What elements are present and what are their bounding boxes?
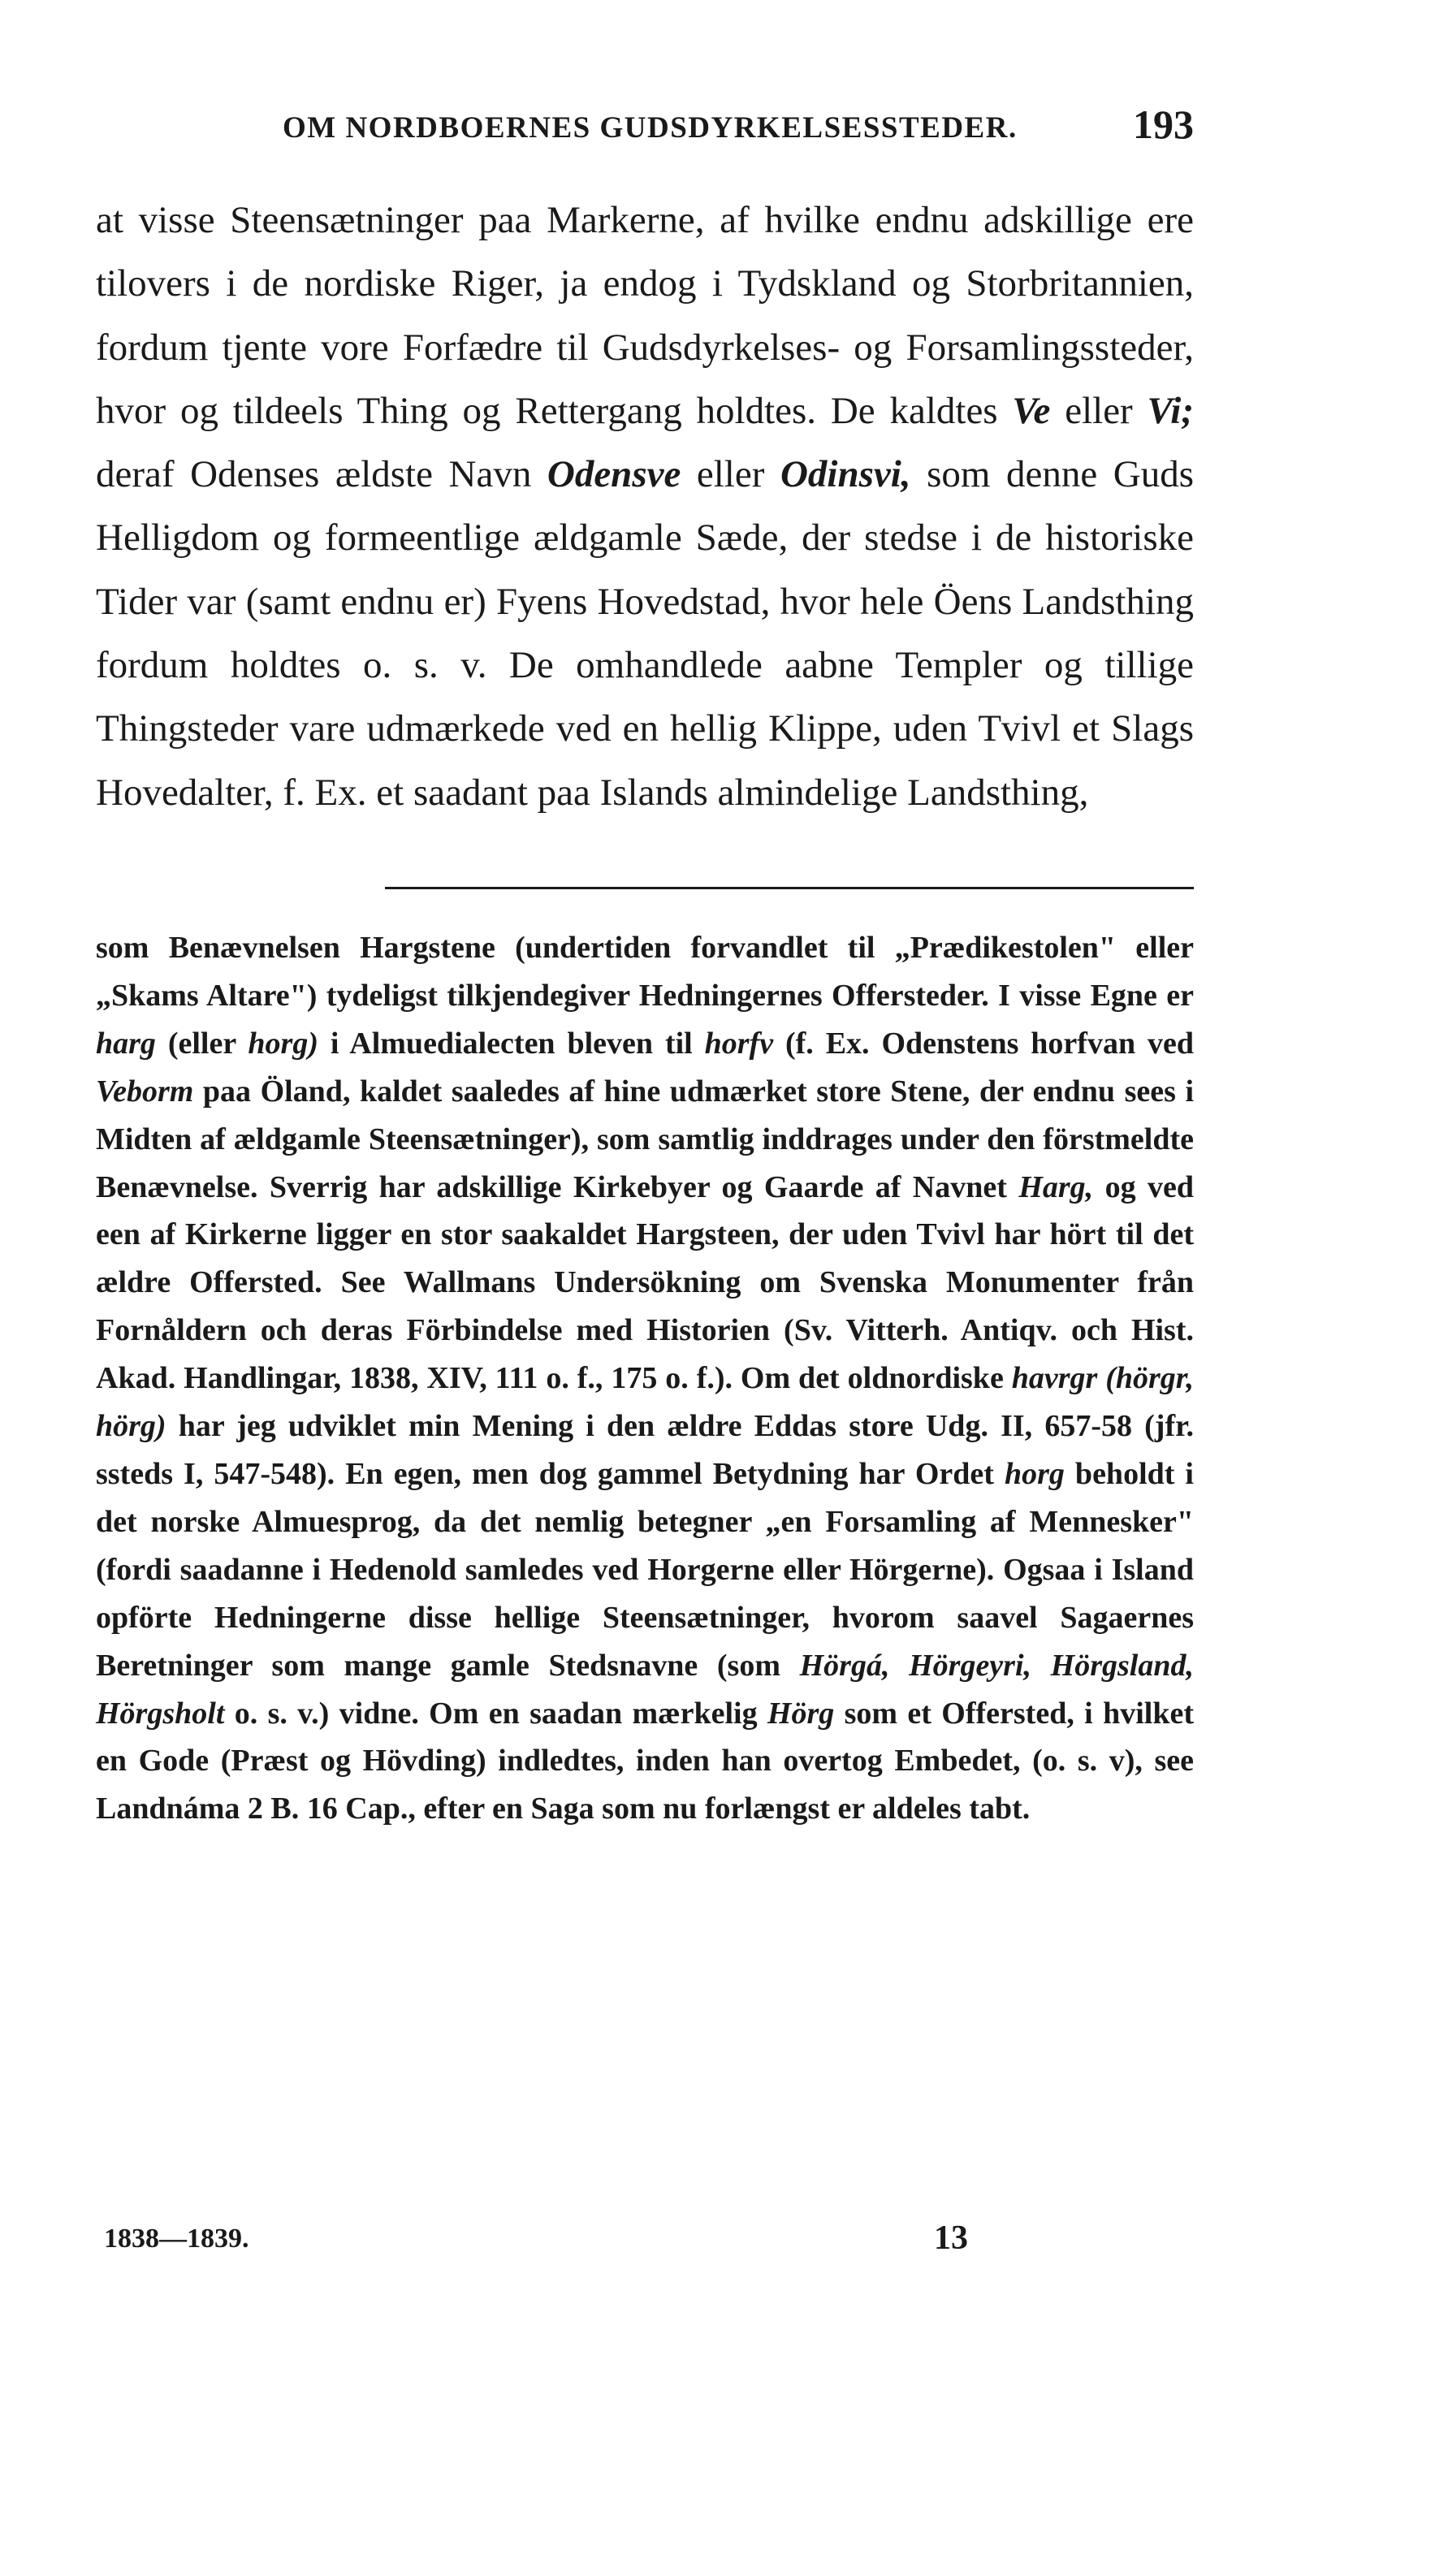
body-text-segment: at visse Steensætninger paa Markerne, af hvilke endnu adskillige ere tilovers i de nordiske Riger, ja endog i Tydskland og Storbritannien, fordum tjente vore Forfædre til Gudsdyrkelses- og Forsamlingssteder, hvor og tildeels Thing og Rettergang holdtes. De kaldtes — [96, 199, 1194, 432]
footnote-italic-term: horg — [1004, 1456, 1065, 1491]
page-footer — [104, 2219, 1078, 2272]
footnote-text-segment: som Benævnelsen Hargstene (undertiden forvandlet til „Prædikestolen" eller „Skams Altare") tydeligst tilkjendegiver Hedningernes Offersteder. I visse Egne er — [96, 931, 1194, 1013]
footnote-separator-rule — [385, 887, 1194, 889]
footnote-italic-term: horfv — [704, 1026, 774, 1061]
main-paragraph — [96, 188, 1194, 824]
footnote-text-segment: (f. Ex. Odenstens horfvan ved — [773, 1026, 1194, 1061]
footnote-text-segment: (eller — [155, 1026, 249, 1061]
footnote-italic-term: horg) — [248, 1026, 318, 1061]
body-text-segment: deraf Odenses ældste Navn — [96, 453, 547, 496]
footnote-text-segment: paa Öland, kaldet saaledes af hine udmærket store Stene, der endnu sees i Midten af ældgamle Steensætninger), som samtlig inddrages under den förstmeldte Benævnelse. Sverrig har adskillige Kirkebyer og Gaarde af Navnet — [96, 1074, 1194, 1204]
footnote-italic-term: Harg, — [1018, 1169, 1094, 1204]
footnote-italic-term: Veborm — [96, 1074, 194, 1109]
body-italic-term: Ve — [1012, 389, 1051, 432]
footnote-text-segment: beholdt i det norske Almuesprog, da det nemlig betegner „en Forsamling af Mennesker" (fordi saadanne i Hedenold samledes ved Horgerne eller Hörgerne). Ogsaa i Island opförte Hedningerne disse hellige Steensætninger, hvorom saavel Sagaernes Beretninger som mange gamle Stedsnavne (som — [96, 1456, 1194, 1683]
footnote-italic-term: harg — [96, 1026, 156, 1061]
body-italic-term: Vi; — [1147, 389, 1194, 432]
footnote-italic-term: Hörgá, Hörgeyri, Hörgsland, Hörgsholt — [96, 1648, 1194, 1731]
running-head: OM NORDBOERNES GUDSDYRKELSESSTEDER. — [283, 111, 1018, 145]
body-text-segment: som denne Guds Helligdom og formeentlige ældgamle Sæde, der stedse i de historiske Tider var (samt endnu er) Fyens Hovedstad, hvor hele Öens Landsthing fordum holdtes o. s. v. De omhandlede aabne Templer og tillige Thingsteder vare udmærkede ved en hellig Klippe, uden Tvivl et Slags Hovedalter, f. Ex. et saadant paa Islands almindelige Landsthing, — [96, 453, 1194, 814]
footnote — [96, 924, 1194, 1833]
body-italic-term: Odinsvi, — [780, 453, 911, 496]
body-italic-term: Odensve — [547, 453, 681, 496]
footnote-text-segment: har jeg udviklet min Mening i den ældre Eddas store Udg. II, 657-58 (jfr. ssteds I, 547-548). En egen, men dog gammel Betydning har Ordet — [96, 1409, 1194, 1491]
signature-mark: 13 — [934, 2219, 968, 2257]
footer-years: 1838—1839. — [104, 2224, 249, 2254]
footnote-text-segment: i Almuedialecten bleven til — [318, 1026, 705, 1061]
page-header — [96, 96, 1194, 153]
body-text-segment: eller — [681, 453, 780, 496]
footnote-text-segment: som et Offersted, i hvilket en Gode (Præst og Hövding) indledtes, inden han overtog Embedet, (o. s. v), see Landnáma 2 B. 16 Cap., efter en Saga som nu forlængst er aldeles tabt. — [96, 1696, 1194, 1826]
body-text-segment: eller — [1050, 389, 1148, 432]
page-number: 193 — [1133, 102, 1194, 147]
footnote-text-segment: og ved een af Kirkerne ligger en stor saakaldet Hargsteen, der uden Tvivl har hört til det ældre Offersted. See Wallmans Undersökning om Svenska Monumenter från Fornåldern och deras Förbindelse med Historien (Sv. Vitterh. Antiqv. och Hist. Akad. Handlingar, 1838, XIV, 111 o. f., 175 o. f.). Om det oldnordiske — [96, 1169, 1194, 1396]
footnote-italic-term: havrgr (hörgr, hörg) — [96, 1361, 1194, 1444]
footnote-text-segment: o. s. v.) vidne. Om en saadan mærkelig — [224, 1696, 767, 1731]
footnote-italic-term: Hörg — [767, 1696, 835, 1731]
